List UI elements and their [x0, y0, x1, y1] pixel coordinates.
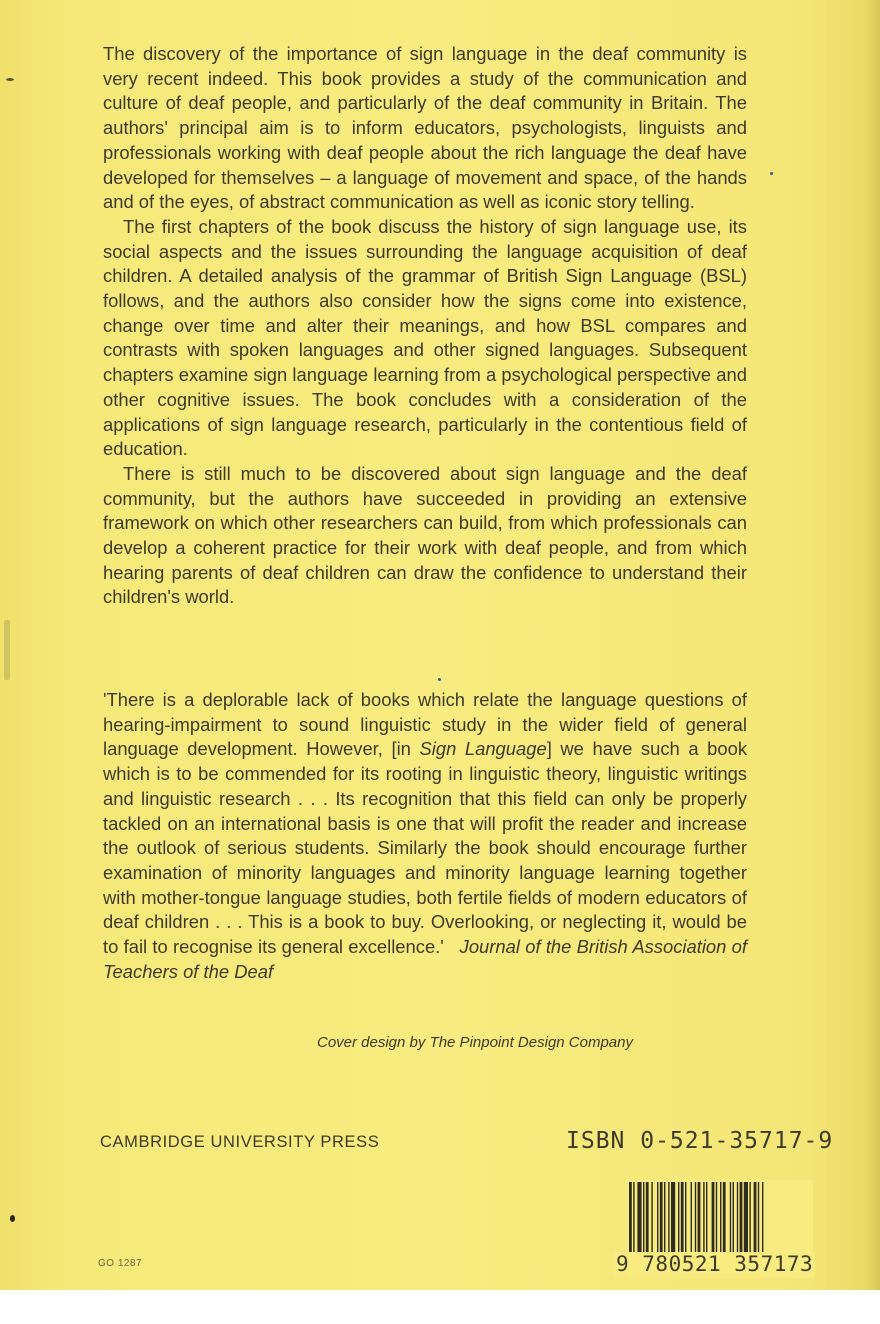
cover-speck: [438, 678, 441, 681]
isbn: ISBN 0-521-35717-9: [566, 1128, 834, 1154]
quote-book-title: Sign Language: [419, 738, 547, 760]
cover-speck: [770, 172, 773, 175]
quote-text-before: 'There is a deplorable lack of books which relate the language questions of hearing-impairment to sound linguistic study in the wider field of general language development. However, [in: [103, 689, 747, 760]
blurb-paragraph-2: The first chapters of the book discuss the history of sign language use, its social aspects and the issues surrounding the language acquisition of deaf children. A detailed analysis of the grammar of British Sign Language (BSL) follows, and the authors also consider how the signs come into existence, change over time and alter their meanings, and how BSL compares and contrasts with spoken languages and other signed languages. Subsequent chapters examine sign language learning from a psychological perspective and other cognitive issues. The book concludes with a consideration of the applications of sign language research, particularly in the contentious field of education.: [103, 215, 747, 460]
quote-source: Journal of the British Association of Teachers of the Deaf: [103, 936, 747, 982]
cover-speck: [10, 1215, 15, 1222]
blurb-paragraph-1: The discovery of the importance of sign language in the deaf community is very recent indeed. This book provides a study of the communication and culture of deaf people, and particularly of the deaf community in Britain. The authors' principal aim is to inform educators, psychologists, linguists and professionals working with deaf people about the rich language the deaf have developed for themselves – a language of movement and space, of the hands and of the eyes, of abstract communication as well as iconic story telling.: [103, 43, 747, 213]
cover-speck: [6, 78, 14, 81]
cover-design-credit: Cover design by The Pinpoint Design Company: [316, 1034, 633, 1051]
publisher-name: CAMBRIDGE UNIVERSITY PRESS: [100, 1133, 380, 1151]
blurb-paragraph-3: There is still much to be discovered about sign language and the deaf community, but the authors have succeeded in providing an extensive framework on which other researchers can build, from which professionals can develop a coherent practice for their work with deaf people, and from which hearing parents of deaf children can draw the confidence to understand their children's world.: [103, 462, 747, 608]
quote-text-after: ] we have such a book which is to be commended for its rooting in linguistic theory, linguistic writings and linguistic research . . . Its recognition that this field can only be properly tackled on an international basis is one that will profit the reader and increase the outlook of serious students. Similarly the book should encourage further examination of minority languages and minority language learning together with mother-tongue language studies, both fertile fields of modern educators of deaf children . . . This is a book to buy. Overlooking, or neglecting it, would be to fail to recognise its general excellence.': [103, 738, 748, 958]
review-quote: [103, 688, 747, 984]
print-code: GO 1287: [98, 1258, 143, 1269]
cover-speck: [4, 620, 10, 680]
blurb: [103, 42, 747, 610]
barcode-digits: 9 780521 357173: [616, 1252, 814, 1276]
cover-edge-shading: [866, 0, 880, 1290]
